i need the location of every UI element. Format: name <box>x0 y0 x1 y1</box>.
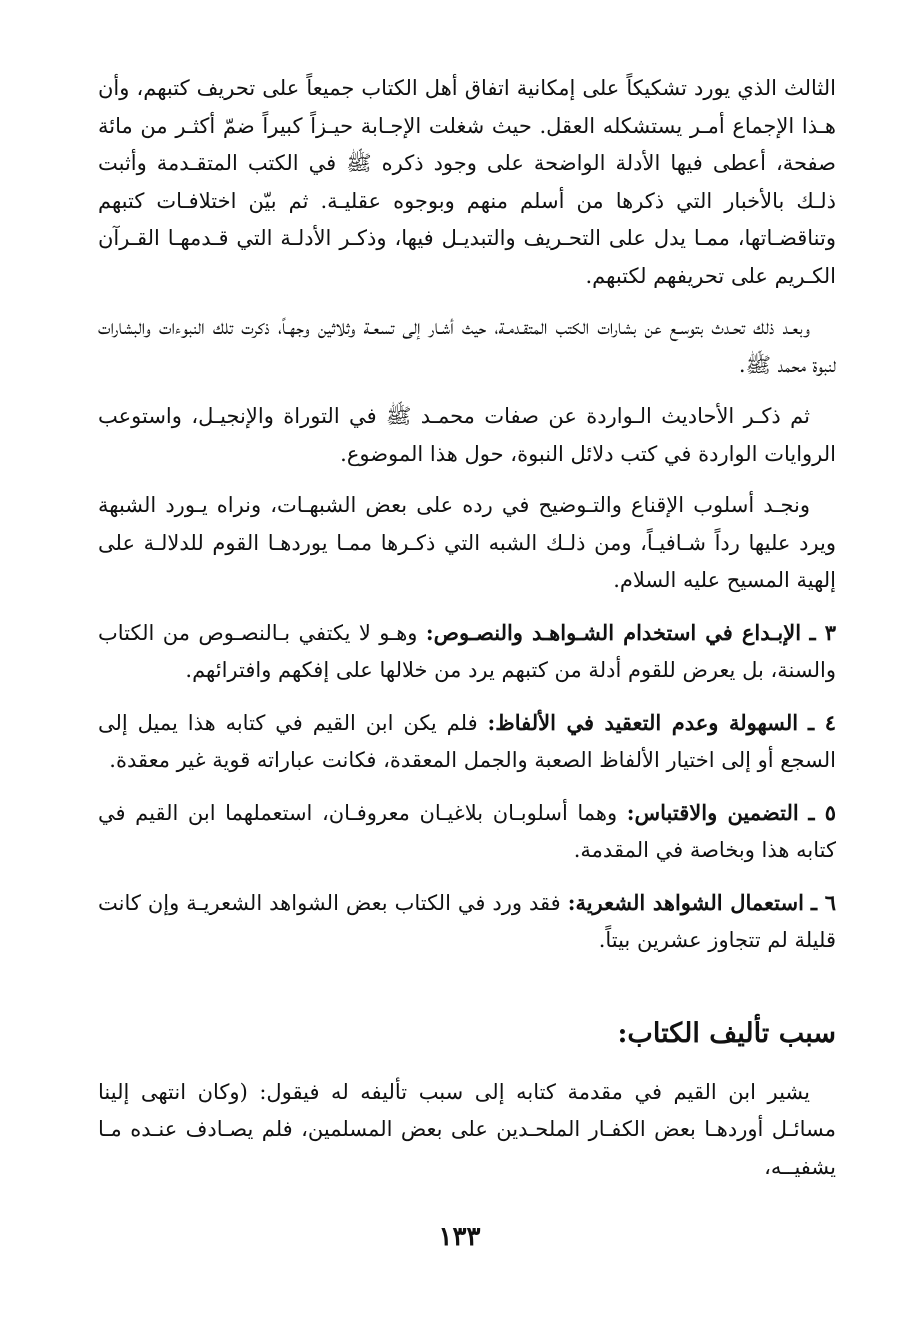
item-number: ٥ ـ <box>808 799 836 825</box>
list-item-6 <box>98 884 836 960</box>
item-heading: السهولة وعدم التعقيد في الألفاظ: <box>487 709 799 735</box>
item-body: وهما أسلوبـان بلاغيـان معروفـان، استعملهما ابن القيم في كتابه هذا وبخاصة في المقدمة. <box>98 800 836 862</box>
paragraph-3: ثم ذكـر الأحاديث الـواردة عن صفات محمـد ﷺ في التوراة والإنجيـل، واستوعب الروايات الواردة في كتب دلائل النبوة، حول هذا الموضوع. <box>98 404 836 466</box>
item-number: ٦ ـ <box>810 889 836 915</box>
paragraph-1: الثالث الذي يورد تشكيكاً على إمكانية اتفاق أهل الكتاب جميعاً على تحريف كتبهم، وأن هـذا الإجماع أمـر يستشكله العقل. حيث شغلت الإجـابة حيـزاً كبيراً ضمّ أكثـر من مائة صفحة، أعطى فيها الأدلة الواضحة على وجود ذكره ﷺ في الكتب المتقـدمة وأثبت ذلـك بالأخبار التي ذكرها من أسلم منهم وبوجوه عقليـة. ثم بيّن اختلافـات كتبهم وتناقضـاتها، ممـا يدل على التحـريف والتبديـل فيها، وذكـر الأدلـة التي قـدمهـا القـرآن الكـريم على تحريفهم لكتبهم. <box>98 76 836 288</box>
item-body: فلم يكن ابن القيم في كتابه هذا يميل إلى السجع أو إلى اختيار الألفاظ الصعبة والجمل المعقدة، فكانت عباراته قوية غير معقدة. <box>98 710 836 772</box>
paragraph-2: وبعـد ذلك تحـدث بتوسـع عن بشارات الكتب المتقـدمـة، حيث أشـار إلى تسعـة وثلاثين وجهـاً، ذكرت تلك النبوءات والبشارات لنبوة محمد ﷺ. <box>98 315 836 377</box>
item-heading: الإبـداع في استخدام الشـواهـد والنصـوص: <box>425 619 802 645</box>
item-number: ٤ ـ <box>808 709 837 735</box>
page-number: ١٣٣ <box>438 1222 481 1252</box>
page-body <box>98 70 836 1200</box>
list-item-4 <box>98 704 836 780</box>
item-heading: التضمين والاقتباس: <box>626 799 799 825</box>
list-item-3 <box>98 614 836 690</box>
section-paragraph: يشير ابن القيم في مقدمة كتابه إلى سبب تأليفه له فيقول: (وكان انتهى إلينا مسائـل أوردهـا بعض الكفـار الملحـدين على بعض المسلمين، فلم يصـادف عنـده مـا يشفيــه، <box>98 1079 836 1179</box>
item-body: وهـو لا يكتفي بـالنصـوص من الكتاب والسنة، بل يعرض للقوم أدلة من كتبهم يرد من خلالها على إفكهم وافترائهم. <box>98 620 836 682</box>
section-heading: سبب تأليف الكتاب: <box>617 1017 836 1049</box>
item-body: فقد ورد في الكتاب بعض الشواهد الشعريـة وإن كانت قليلة لم تتجاوز عشرين بيتاً. <box>98 890 836 952</box>
list-item-5 <box>98 794 836 870</box>
item-heading: استعمال الشواهد الشعرية: <box>567 889 804 915</box>
item-number: ٣ ـ <box>809 619 836 645</box>
paragraph-4: ونجـد أسلوب الإقناع والتـوضيح في رده على بعض الشبهـات، ونراه يـورد الشبهة ويرد عليها رداً شـافيـاً، ومن ذلـك الشبه التي ذكـرها ممـا يوردهـا القوم للدلالـة على إلهية المسيح عليه السلام. <box>98 493 836 592</box>
